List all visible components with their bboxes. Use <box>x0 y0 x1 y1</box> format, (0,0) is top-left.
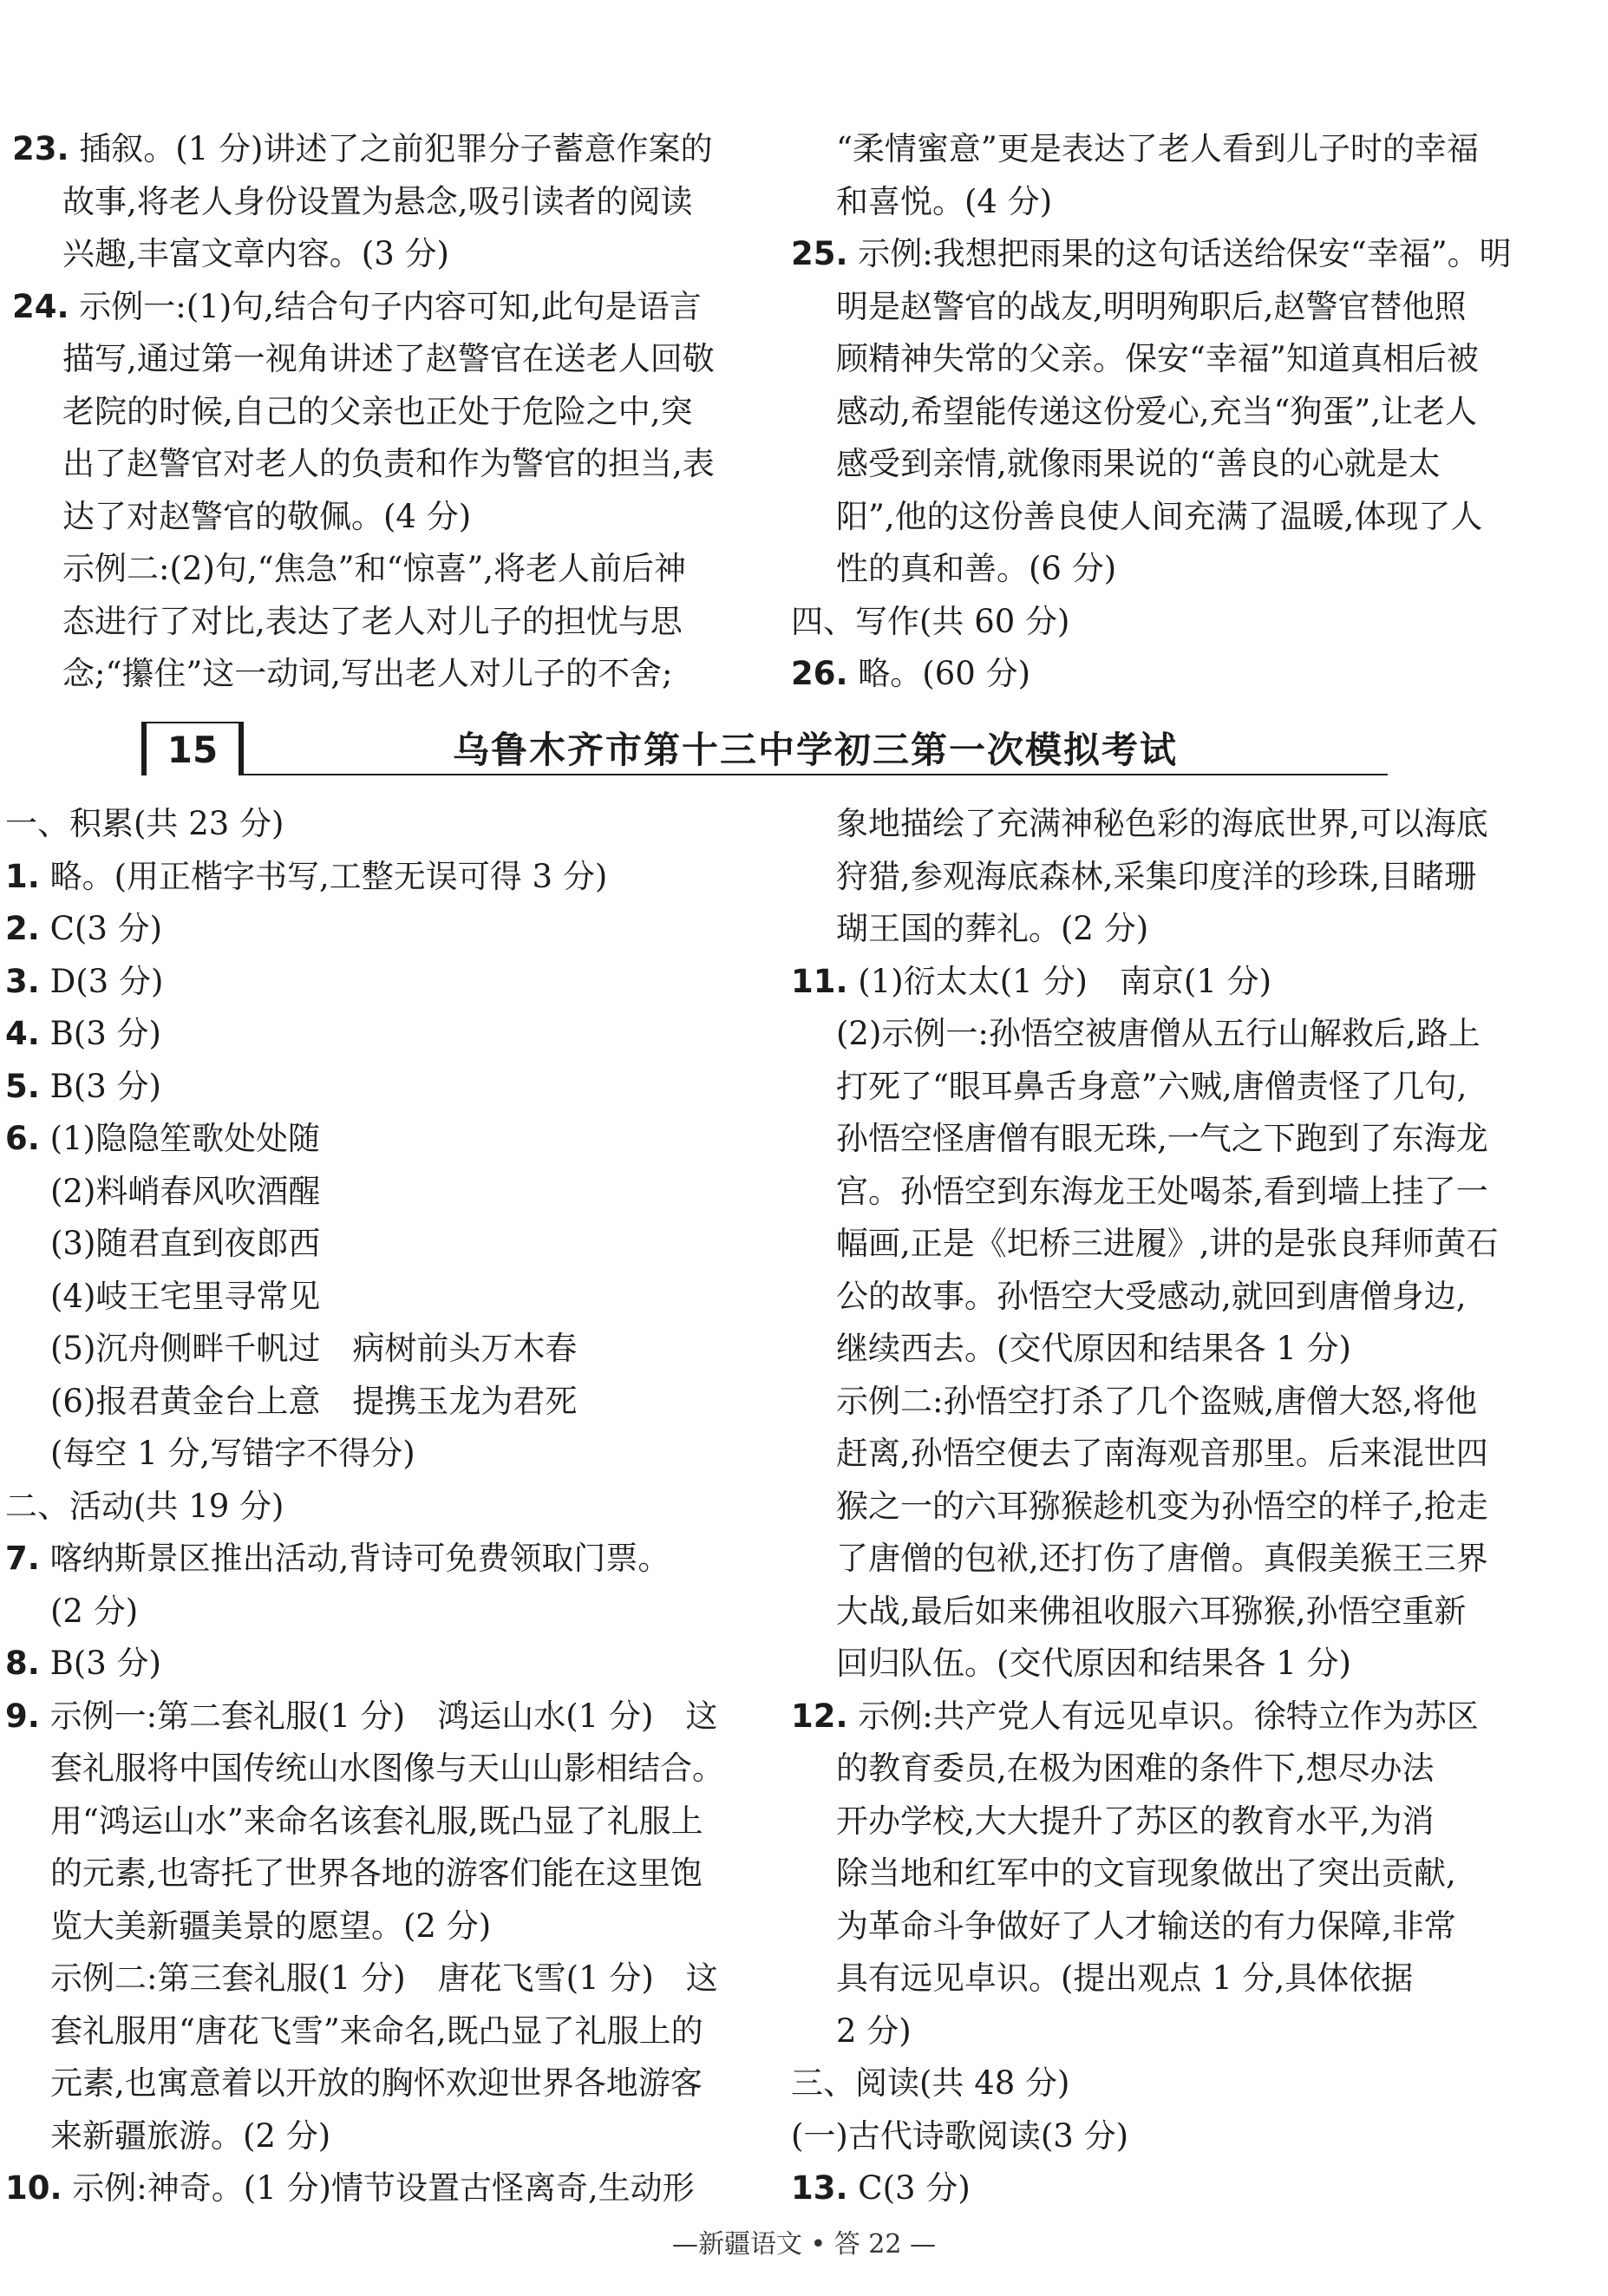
answer-line <box>5 1586 765 1639</box>
answer-line <box>791 1848 1539 1900</box>
answer-line <box>791 648 1539 701</box>
answer-text: 顾精神失常的父亲。保安“幸福”知道真相后被 <box>836 340 1479 377</box>
answer-text: 出了赵警官对老人的负责和作为警官的担当,表 <box>62 445 715 482</box>
section-number-box <box>141 722 244 775</box>
answer-text: (6)报君黄金台上意 提携玉龙为君死 <box>50 1382 578 1420</box>
answer-text: 套礼服用“唐花飞雪”来命名,既凸显了礼服上的 <box>50 2011 703 2050</box>
answer-line <box>791 2110 1539 2163</box>
answer-line <box>791 1953 1539 2005</box>
answer-line <box>5 1691 765 1743</box>
answer-text: 示例一:(1)句,结合句子内容可知,此句是语言 <box>69 287 702 325</box>
answer-text: 赶离,孙悟空便去了南海观音那里。后来混世四 <box>836 1435 1488 1472</box>
answers-column-top-right <box>791 123 1539 701</box>
answer-line <box>5 1848 765 1900</box>
answer-text: 一、积累(共 23 分) <box>5 805 284 842</box>
answer-line <box>12 228 765 281</box>
page-footer: —新疆语文 • 答 22 — <box>671 2229 936 2260</box>
answer-text: 大战,最后如来佛祖收服六耳猕猴,孙悟空重新 <box>836 1592 1467 1630</box>
answer-text: 孙悟空怪唐僧有眼无珠,一气之下跑到了东海龙 <box>836 1120 1488 1157</box>
answer-text: 感受到亲情,就像雨果说的“善良的心就是太 <box>836 445 1441 482</box>
answer-line <box>791 2005 1539 2058</box>
answer-text: 示例二:(2)句,“焦急”和“惊喜”,将老人前后神 <box>62 550 687 587</box>
answer-text: 的教育委员,在极为困难的条件下,想尽办法 <box>836 1750 1435 1787</box>
question-number: 9. <box>5 1697 40 1735</box>
answer-text: 套礼服将中国传统山水图像与天山山影相结合。 <box>50 1750 724 1787</box>
answer-text: 阳”,他的这份善良使人间充满了温暖,体现了人 <box>836 497 1483 535</box>
answer-text: (4)岐王宅里寻常见 <box>50 1277 321 1315</box>
answer-text: 象地描绘了充满神秘色彩的海底世界,可以海底 <box>836 805 1488 842</box>
answer-text: 兴趣,丰富文章内容。(3 分) <box>62 235 449 272</box>
answer-text: 瑚王国的葬礼。(2 分) <box>836 910 1149 947</box>
answer-line <box>5 798 765 851</box>
answer-text: 来新疆旅游。(2 分) <box>50 2116 331 2155</box>
answer-text: 示例:神奇。(1 分)情节设置古怪离奇,生动形 <box>62 2169 695 2207</box>
answer-line <box>791 1638 1539 1691</box>
answer-text: 描写,通过第一视角讲述了赵警官在送老人回敬 <box>62 340 715 377</box>
answer-line <box>12 386 765 439</box>
question-number: 12. <box>791 1697 848 1735</box>
answer-text: 了唐僧的包袱,还打伤了唐僧。真假美猴王三界 <box>836 1540 1488 1577</box>
answer-text: 回归队伍。(交代原因和结果各 1 分) <box>836 1645 1351 1682</box>
answer-line <box>791 1113 1539 1166</box>
answer-line <box>791 1533 1539 1586</box>
answer-line <box>5 1796 765 1848</box>
answer-line <box>791 1008 1539 1061</box>
answer-line <box>5 1376 765 1429</box>
question-number: 5. <box>5 1067 40 1105</box>
answer-text: 示例:共产党人有远见卓识。徐特立作为苏区 <box>847 1697 1479 1735</box>
answer-line <box>5 1428 765 1481</box>
answer-line <box>5 1638 765 1691</box>
answer-line <box>791 596 1539 649</box>
answer-line <box>791 228 1539 281</box>
answer-text: 幅画,正是《圯桥三进履》,讲的是张良拜师黄石 <box>836 1225 1499 1262</box>
question-number: 2. <box>5 910 40 947</box>
answer-text: 的元素,也寄托了世界各地的游客们能在这里饱 <box>50 1854 703 1892</box>
answer-line <box>791 1061 1539 1114</box>
answer-line <box>791 1743 1539 1796</box>
answer-line <box>791 1481 1539 1534</box>
question-number: 7. <box>5 1540 40 1577</box>
answer-line <box>791 491 1539 544</box>
answer-line <box>12 648 765 701</box>
answer-text: 感动,希望能传递这份爱心,充当“狗蛋”,让老人 <box>836 392 1478 430</box>
answer-line <box>791 438 1539 491</box>
answer-text: B(3 分) <box>39 1067 161 1105</box>
answer-line <box>791 333 1539 386</box>
answer-line <box>5 2057 765 2110</box>
answer-text: 打死了“眼耳鼻舌身意”六贼,唐僧责怪了几句, <box>836 1067 1467 1105</box>
answer-text: C(3 分) <box>847 2169 971 2207</box>
answer-text: B(3 分) <box>39 1015 161 1052</box>
answer-line <box>5 1323 765 1376</box>
answer-text: 态进行了对比,表达了老人对儿子的担忧与思 <box>62 602 683 640</box>
answer-line <box>5 1481 765 1534</box>
answer-text: 公的故事。孙悟空大受感动,就回到唐僧身边, <box>836 1277 1467 1315</box>
answer-line <box>5 2005 765 2058</box>
question-number: 1. <box>5 857 40 895</box>
answer-line <box>791 2162 1539 2215</box>
answer-line <box>791 903 1539 956</box>
answer-line <box>791 1796 1539 1848</box>
answer-text: (3)随君直到夜郎西 <box>50 1225 321 1262</box>
answer-text: 示例二:孙悟空打杀了几个盗贼,唐僧大怒,将他 <box>836 1382 1477 1420</box>
answer-line <box>5 1533 765 1586</box>
answer-line <box>791 123 1539 176</box>
answer-line <box>5 956 765 1009</box>
answer-line <box>5 2110 765 2163</box>
answers-column-top-left <box>12 123 765 701</box>
answer-line <box>5 1271 765 1324</box>
answer-text: 2 分) <box>836 2011 912 2050</box>
answer-text: 宫。孙悟空到东海龙王处喝茶,看到墙上挂了一 <box>836 1172 1488 1210</box>
question-number: 25. <box>791 235 848 272</box>
answer-line <box>5 1218 765 1271</box>
answer-text: 览大美新疆美景的愿望。(2 分) <box>50 1907 492 1945</box>
question-number: 10. <box>5 2169 62 2207</box>
answer-text: (2)料峭春风吹酒醒 <box>50 1172 321 1210</box>
answer-line <box>5 1953 765 2005</box>
answers-column-bottom-right <box>791 798 1539 2215</box>
answer-text: (1)隐隐笙歌处处随 <box>39 1120 320 1157</box>
answer-line <box>12 281 765 334</box>
answer-text: 念;“攥住”这一动词,写出老人对儿子的不舍; <box>62 655 673 692</box>
answer-line <box>5 851 765 904</box>
answer-text: 开办学校,大大提升了苏区的教育水平,为消 <box>836 1802 1435 1840</box>
answer-line <box>791 1376 1539 1429</box>
answer-line <box>5 2162 765 2215</box>
answer-text: 三、阅读(共 48 分) <box>791 2064 1070 2102</box>
answer-text: 猴之一的六耳猕猴趁机变为孙悟空的样子,抢走 <box>836 1487 1488 1525</box>
question-number: 3. <box>5 962 40 1000</box>
answer-line <box>5 1900 765 1953</box>
answer-text: 略。(60 分) <box>847 655 1031 692</box>
answer-text: 示例:我想把雨果的这句话送给保安“幸福”。明 <box>847 235 1512 272</box>
answer-text: 示例一:第二套礼服(1 分) 鸿运山水(1 分) 这 <box>39 1697 718 1735</box>
question-number: 4. <box>5 1015 40 1052</box>
question-number: 13. <box>791 2169 848 2207</box>
answer-line <box>791 1900 1539 1953</box>
answer-line <box>5 1113 765 1166</box>
answer-text: 达了对赵警官的敬佩。(4 分) <box>62 497 472 535</box>
answer-text: 示例二:第三套礼服(1 分) 唐花飞雪(1 分) 这 <box>50 1959 718 1997</box>
answer-line <box>791 851 1539 904</box>
question-number: 8. <box>5 1645 40 1682</box>
answer-text: (每空 1 分,写错字不得分) <box>50 1435 415 1472</box>
answer-text: 具有远见卓识。(提出观点 1 分,具体依据 <box>836 1959 1414 1997</box>
answer-line <box>12 491 765 544</box>
section-title: 乌鲁木齐市第十三中学初三第一次模拟考试 <box>243 722 1388 775</box>
answer-line <box>5 1743 765 1796</box>
answer-line <box>791 1323 1539 1376</box>
answer-line <box>791 1218 1539 1271</box>
question-number: 11. <box>791 962 848 1000</box>
answer-text: 喀纳斯景区推出活动,背诗可免费领取门票。 <box>39 1540 670 1577</box>
answer-line <box>12 176 765 229</box>
answer-line <box>5 1166 765 1219</box>
answer-text: (1)衍太太(1 分) 南京(1 分) <box>847 962 1272 1000</box>
question-number: 26. <box>791 655 848 692</box>
answer-text: 略。(用正楷字书写,工整无误可得 3 分) <box>39 857 608 895</box>
answer-text: 性的真和善。(6 分) <box>836 550 1117 587</box>
answer-line <box>12 438 765 491</box>
question-number: 6. <box>5 1120 40 1157</box>
answer-line <box>791 798 1539 851</box>
answer-text: 继续西去。(交代原因和结果各 1 分) <box>836 1330 1351 1367</box>
answer-line <box>5 903 765 956</box>
answer-line <box>791 1428 1539 1481</box>
answer-line <box>5 1061 765 1114</box>
answer-line <box>791 956 1539 1009</box>
answer-line <box>791 1271 1539 1324</box>
answer-text: D(3 分) <box>39 962 164 1000</box>
answer-text: 插叙。(1 分)讲述了之前犯罪分子蓄意作案的 <box>69 130 713 167</box>
answer-text: 元素,也寓意着以开放的胸怀欢迎世界各地游客 <box>50 2064 703 2102</box>
answer-text: B(3 分) <box>39 1645 161 1682</box>
question-number: 23. <box>12 130 69 167</box>
answer-line <box>12 333 765 386</box>
answer-line <box>5 1008 765 1061</box>
answer-line <box>791 386 1539 439</box>
answers-column-bottom-left <box>5 798 765 2215</box>
answer-line <box>791 1586 1539 1639</box>
answer-text: 为革命斗争做好了人才输送的有力保障,非常 <box>836 1907 1456 1945</box>
answer-text: 老院的时候,自己的父亲也正处于危险之中,突 <box>62 392 693 430</box>
answer-text: 除当地和红军中的文盲现象做出了突出贡献, <box>836 1854 1456 1892</box>
answer-text: 狩猎,参观海底森林,采集印度洋的珍珠,目睹珊 <box>836 857 1477 895</box>
answer-text: (一)古代诗歌阅读(3 分) <box>791 2116 1129 2155</box>
answer-text: 四、写作(共 60 分) <box>791 602 1070 640</box>
answer-line <box>791 543 1539 596</box>
answer-text: 二、活动(共 19 分) <box>5 1487 284 1525</box>
answer-text: 故事,将老人身份设置为悬念,吸引读者的阅读 <box>62 182 693 220</box>
answer-text: 明是赵警官的战友,明明殉职后,赵警官替他照 <box>836 287 1467 325</box>
answer-text: C(3 分) <box>39 910 163 947</box>
answer-line <box>791 2057 1539 2110</box>
answer-line <box>12 543 765 596</box>
answer-text: (2)示例一:孙悟空被唐僧从五行山解救后,路上 <box>836 1015 1481 1052</box>
question-number: 24. <box>12 287 69 325</box>
answer-text: (2 分) <box>50 1592 139 1630</box>
answer-text: 和喜悦。(4 分) <box>836 182 1053 220</box>
answer-text: (5)沉舟侧畔千帆过 病树前头万木春 <box>50 1330 578 1367</box>
answer-line <box>12 123 765 176</box>
answer-text: “柔情蜜意”更是表达了老人看到儿子时的幸福 <box>836 130 1479 167</box>
answer-line <box>791 1691 1539 1743</box>
section-number: 15 <box>167 728 219 771</box>
answer-line <box>12 596 765 649</box>
answer-line <box>791 176 1539 229</box>
answer-line <box>791 281 1539 334</box>
answer-line <box>791 1166 1539 1219</box>
answer-text: 用“鸿运山水”来命名该套礼服,既凸显了礼服上 <box>50 1802 703 1840</box>
